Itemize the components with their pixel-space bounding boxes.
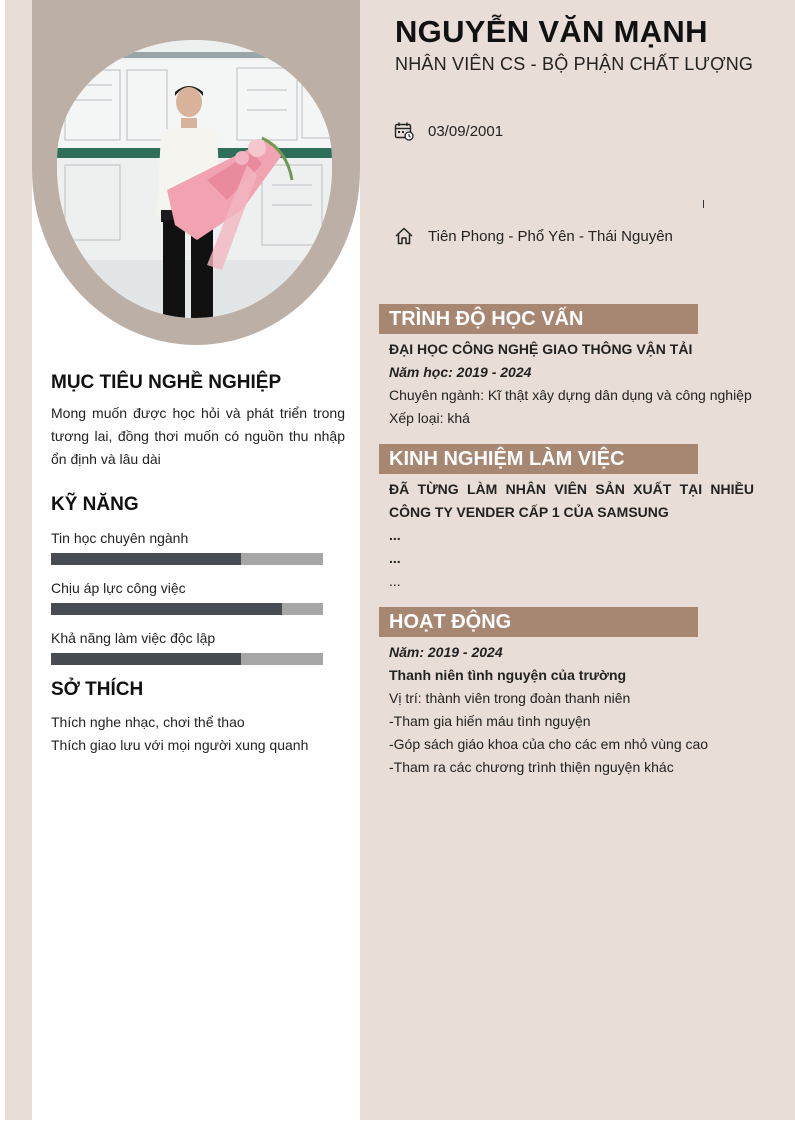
birth-date: 03/09/2001 (428, 122, 504, 140)
activities-header: HOẠT ĐỘNG (379, 607, 698, 637)
skill-label: Tin học chuyên ngành (51, 530, 189, 546)
experience-line: ... (389, 573, 401, 589)
experience-header: KINH NGHIỆM LÀM VIỆC (379, 444, 698, 474)
education-major: Chuyên ngành: Kĩ thật xây dựng dân dụng và công nghiệp (389, 387, 752, 403)
home-icon (394, 226, 414, 246)
experience-section (389, 478, 754, 593)
profile-photo (57, 40, 332, 318)
activities-org: Thanh niên tình nguyện của trường (389, 667, 627, 683)
activity-item: Vị trí: thành viên trong đoàn thanh niên (389, 690, 631, 706)
skill-label: Khả năng làm việc độc lập (51, 630, 216, 646)
education-section (389, 338, 754, 430)
activities-section (389, 641, 754, 779)
divider-tick (703, 200, 704, 208)
calendar-icon (394, 121, 414, 141)
skill-item (51, 629, 345, 665)
job-title: NHÂN VIÊN CS - BỘ PHẬN CHẤT LƯỢNG (395, 54, 754, 74)
skill-bar (51, 653, 323, 665)
skill-bar (51, 553, 323, 565)
hobby-item: Thích nghe nhạc, chơi thể thao (51, 714, 245, 730)
career-objective-section (51, 372, 345, 471)
school-name: ĐẠI HỌC CÔNG NGHỆ GIAO THÔNG VẬN TẢI (389, 341, 693, 357)
experience-headline: ĐÃ TỪNG LÀM NHÂN VIÊN SẢN XUẤT TẠI NHIỀU CÔNG TY VENDER CẤP 1 CỦA SAMSUNG (389, 481, 754, 520)
skill-item (51, 579, 345, 615)
skill-item (51, 529, 345, 565)
hobby-item: Thích giao lưu với mọi người xung quanh (51, 737, 309, 753)
skill-bar (51, 603, 323, 615)
skills-title: KỸ NĂNG (51, 494, 139, 515)
hobbies-section (51, 679, 345, 757)
activities-years: Năm: 2019 - 2024 (389, 644, 503, 660)
hobbies-title: SỞ THÍCH (51, 679, 144, 700)
skill-label: Chịu áp lực công việc (51, 580, 186, 596)
activity-item: -Tham gia hiến máu tình nguyện (389, 713, 591, 729)
left-margin-strip (5, 0, 32, 1120)
left-column (32, 0, 360, 1120)
education-header: TRÌNH ĐỘ HỌC VẤN (379, 304, 698, 334)
candidate-name: NGUYỄN VĂN MẠNH (395, 14, 708, 49)
skill-bar-fill (51, 653, 241, 665)
experience-line: ... (389, 527, 401, 543)
birth-date-row (394, 121, 503, 141)
education-rank: Xếp loại: khá (389, 410, 470, 426)
career-objective-title: MỤC TIÊU NGHỀ NGHIỆP (51, 372, 282, 393)
photo-frame (32, 0, 360, 345)
education-years: Năm học: 2019 - 2024 (389, 364, 532, 380)
skill-bar-fill (51, 553, 241, 565)
skill-bar-fill (51, 603, 282, 615)
career-objective-text: Mong muốn được học hỏi và phát triển trong tương lai, đồng thơi muốn có nguồn thu nhập ổn định và lâu dài (51, 405, 345, 467)
person-with-flowers-illustration (57, 40, 332, 318)
skills-section (51, 494, 345, 665)
activity-item: -Tham ra các chương trình thiện nguyện khác (389, 759, 674, 775)
activity-item: -Góp sách giáo khoa của cho các em nhỏ vùng cao (389, 736, 709, 752)
address-row (394, 226, 673, 246)
experience-line: ... (389, 550, 401, 566)
address: Tiên Phong - Phổ Yên - Thái Nguyên (428, 227, 673, 245)
